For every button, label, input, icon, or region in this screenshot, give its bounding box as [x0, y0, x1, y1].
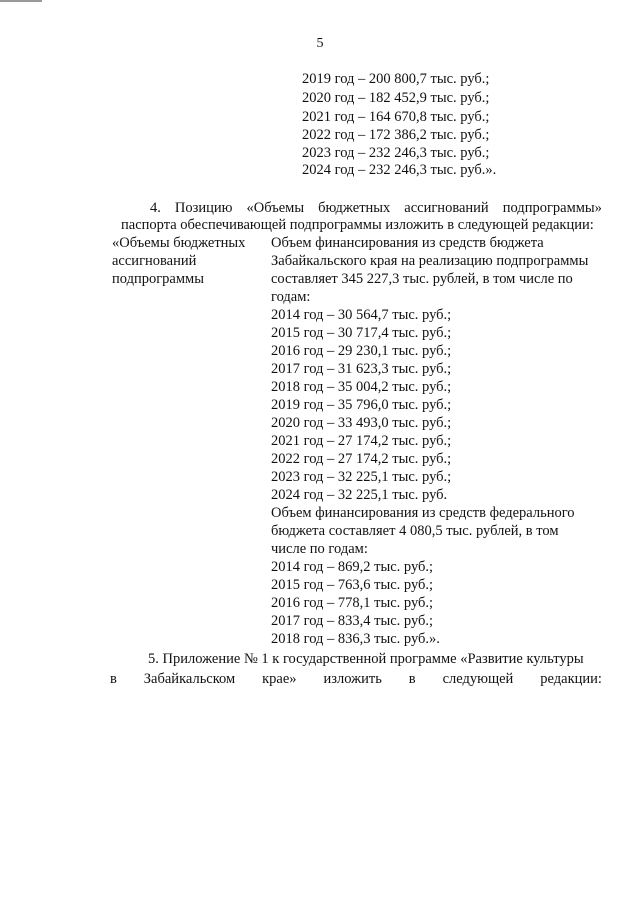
paragraph-5-line-2 — [110, 670, 602, 688]
word: следующей — [442, 671, 514, 687]
paragraph-4-line-2: паспорта обеспечивающей подпрограммы изложить в следующей редакции: — [121, 217, 594, 233]
word: изложить — [323, 671, 382, 687]
value-line: 2015 год – 30 717,4 тыс. руб.; — [271, 325, 452, 341]
value-line: 2018 год – 35 004,2 тыс. руб.; — [271, 379, 452, 395]
value-line: 2022 год – 27 174,2 тыс. руб.; — [271, 451, 452, 467]
list-item: 2022 год – 172 386,2 тыс. руб.; — [302, 127, 490, 143]
page-number: 5 — [316, 36, 324, 51]
paragraph-5-line-1: 5. Приложение № 1 к государственной программе «Развитие культуры — [148, 651, 584, 667]
list-item: 2019 год – 200 800,7 тыс. руб.; — [302, 71, 490, 87]
word: «Объемы — [246, 200, 305, 216]
paragraph-4-line-1 — [150, 199, 602, 217]
scan-corner-mark — [0, 0, 42, 2]
value-line: Объем финансирования из средств бюджета — [271, 235, 544, 251]
word: ассигнований — [404, 200, 489, 216]
value-line: 2021 год – 27 174,2 тыс. руб.; — [271, 433, 452, 449]
value-line: 2017 год – 31 623,3 тыс. руб.; — [271, 361, 452, 377]
list-item: 2020 год – 182 452,9 тыс. руб.; — [302, 90, 490, 106]
value-line: составляет 345 227,3 тыс. рублей, в том числе по — [271, 271, 573, 287]
word: Позицию — [174, 200, 233, 216]
value-line: 2014 год – 30 564,7 тыс. руб.; — [271, 307, 452, 323]
word: в — [408, 671, 416, 687]
list-item: 2024 год – 232 246,3 тыс. руб.». — [302, 162, 497, 178]
word: редакции: — [540, 671, 602, 687]
word: в — [110, 671, 117, 687]
value-line: 2016 год – 29 230,1 тыс. руб.; — [271, 343, 452, 359]
value-line: 2019 год – 35 796,0 тыс. руб.; — [271, 397, 452, 413]
word: Забайкальском — [143, 671, 236, 687]
value-line: числе по годам: — [271, 541, 368, 557]
value-line: Забайкальского края на реализацию подпрограммы — [271, 253, 589, 269]
word: крае» — [262, 671, 297, 687]
value-line: 2018 год – 836,3 тыс. руб.». — [271, 631, 440, 647]
value-line: 2016 год – 778,1 тыс. руб.; — [271, 595, 434, 611]
value-line: 2015 год – 763,6 тыс. руб.; — [271, 577, 434, 593]
value-line: 2024 год – 32 225,1 тыс. руб. — [271, 487, 448, 503]
value-line: бюджета составляет 4 080,5 тыс. рублей, в том — [271, 523, 559, 539]
label-line: подпрограммы — [112, 271, 204, 287]
value-line: годам: — [271, 289, 311, 305]
label-line: «Объемы бюджетных — [112, 235, 246, 251]
word: бюджетных — [318, 200, 391, 216]
value-line: 2014 год – 869,2 тыс. руб.; — [271, 559, 434, 575]
list-item: 2023 год – 232 246,3 тыс. руб.; — [302, 145, 490, 161]
label-line: ассигнований — [112, 253, 197, 269]
value-line: 2023 год – 32 225,1 тыс. руб.; — [271, 469, 452, 485]
value-line: 2017 год – 833,4 тыс. руб.; — [271, 613, 434, 629]
word: 4. — [150, 200, 161, 216]
list-item: 2021 год – 164 670,8 тыс. руб.; — [302, 109, 490, 125]
word: подпрограммы» — [502, 200, 602, 216]
value-line: 2020 год – 33 493,0 тыс. руб.; — [271, 415, 452, 431]
value-line: Объем финансирования из средств федерального — [271, 505, 575, 521]
